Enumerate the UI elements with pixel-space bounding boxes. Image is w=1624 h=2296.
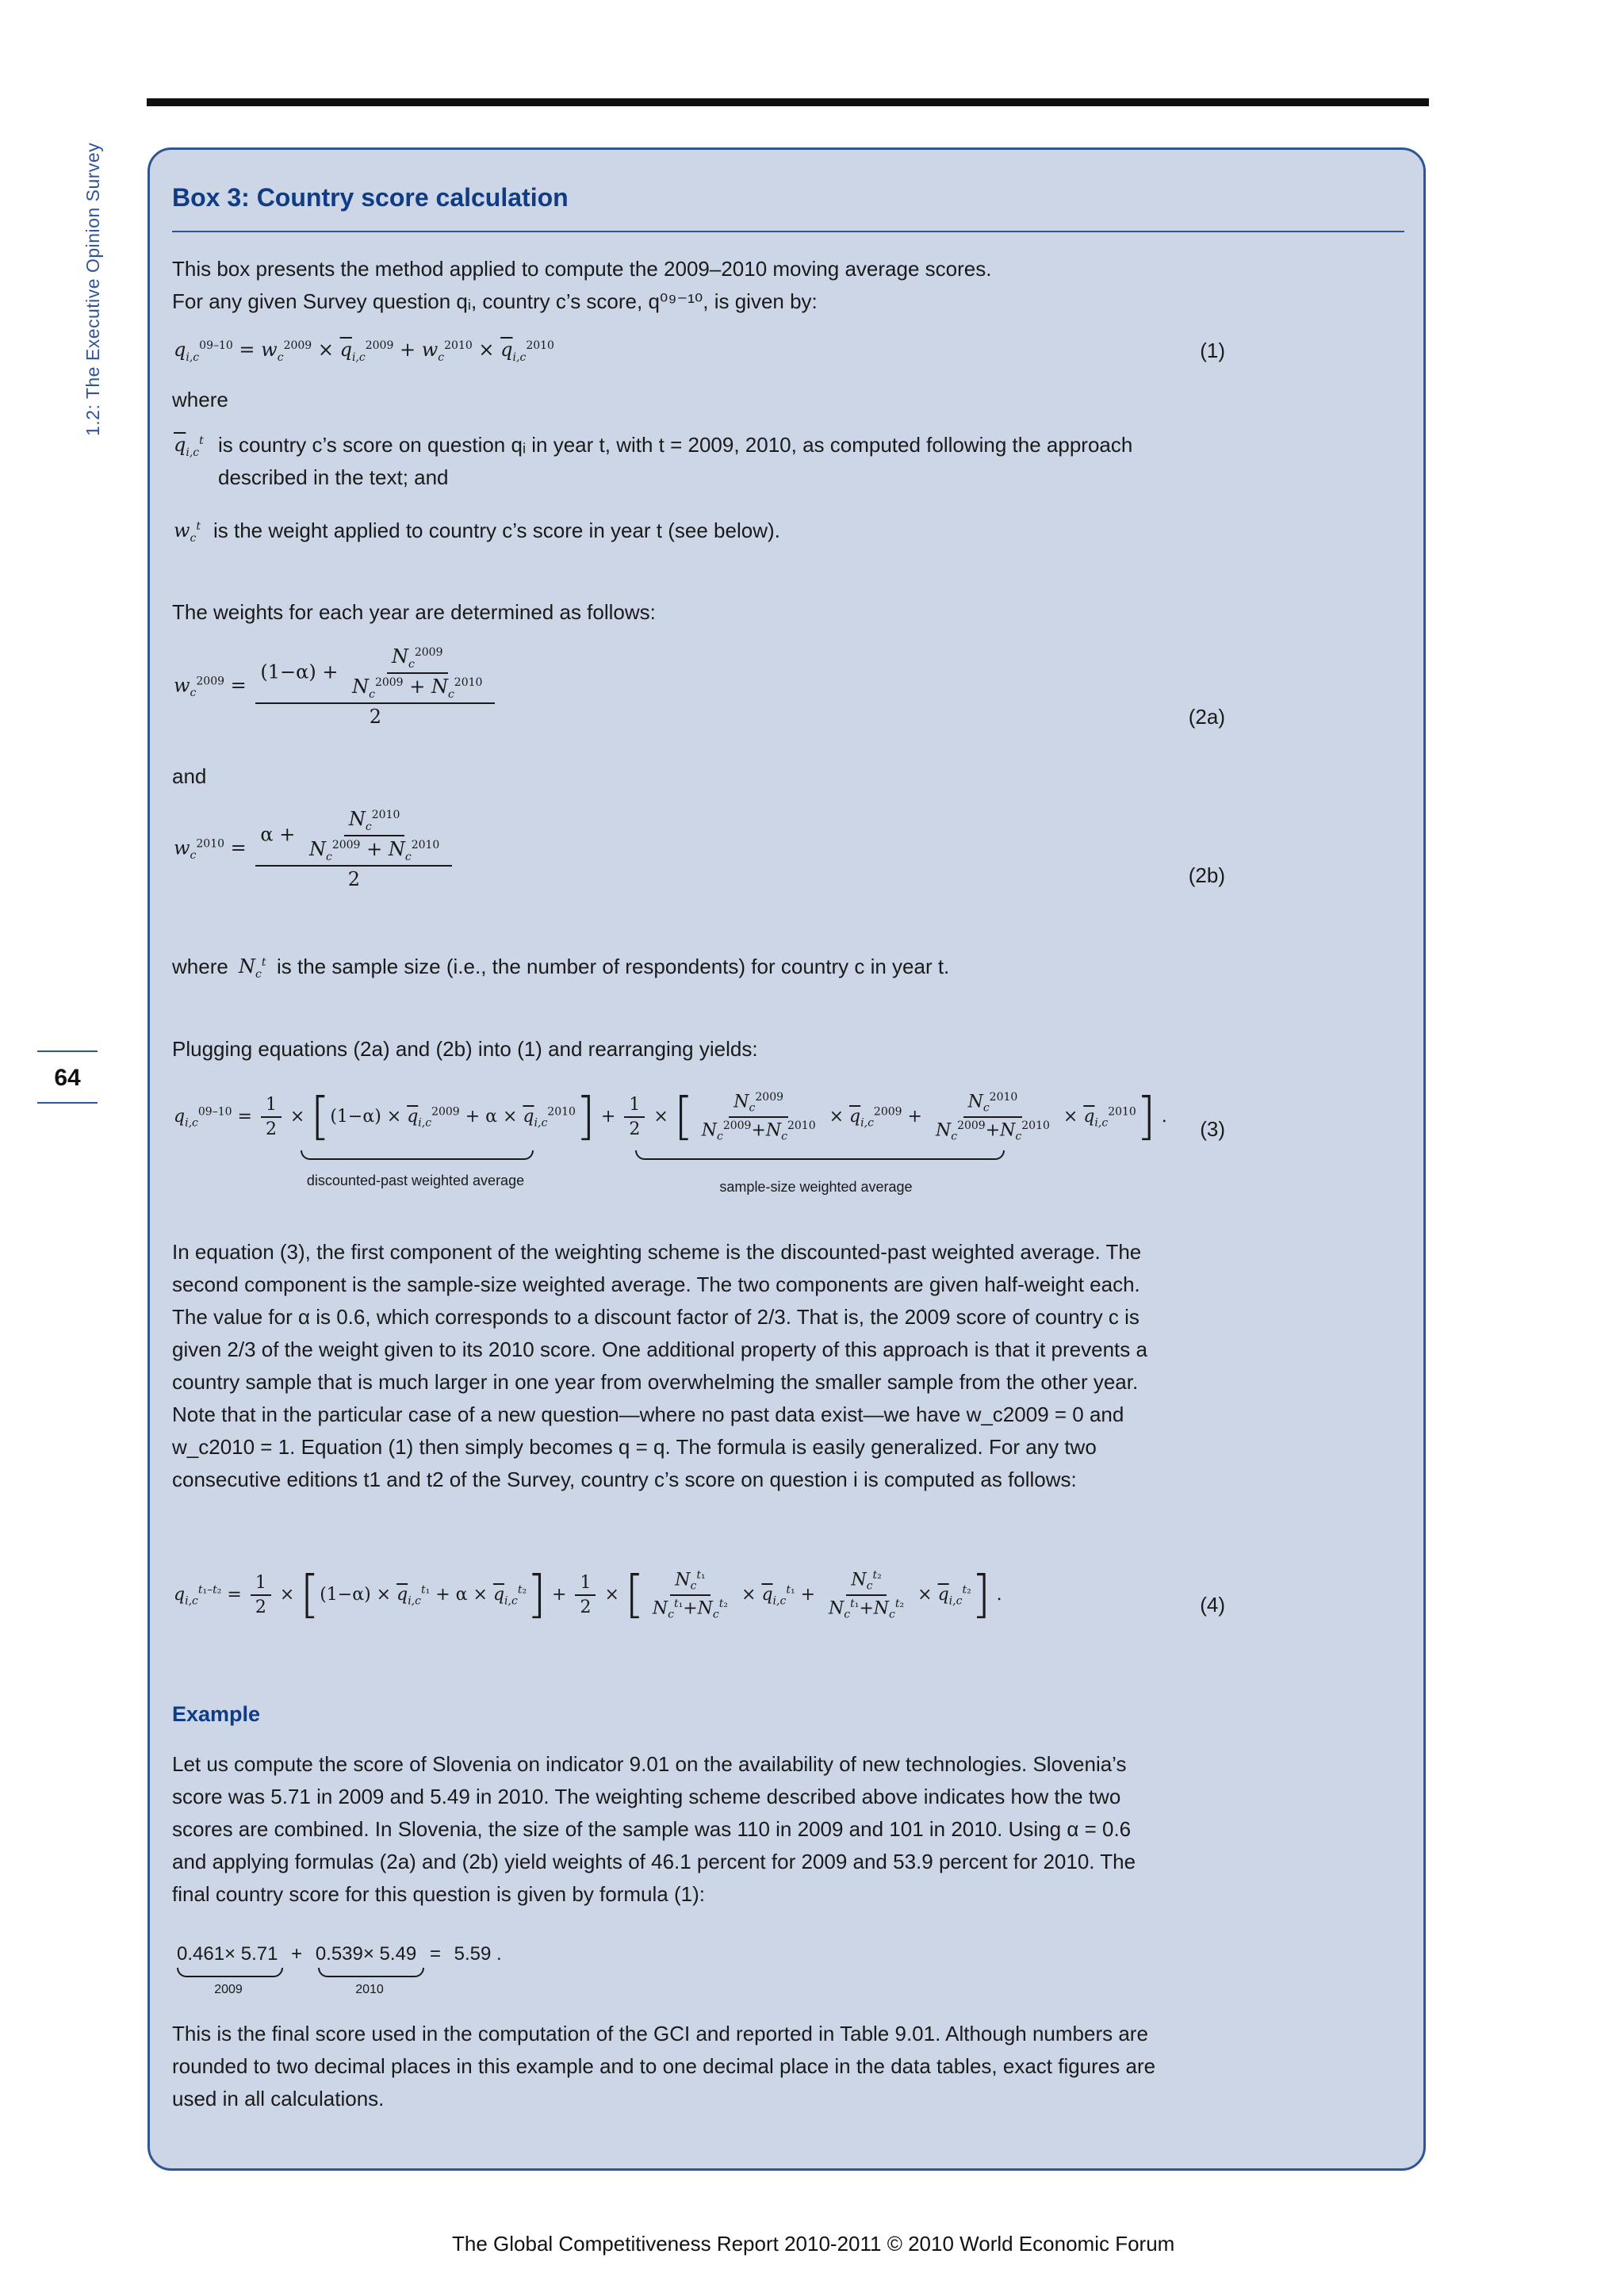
intro-line-1: This box presents the method applied to compute the 2009–2010 moving average scores.: [172, 257, 992, 281]
calc-result: 5.59 .: [454, 1943, 502, 1965]
weights-intro: The weights for each year are determined as follows:: [172, 600, 656, 624]
w-symbol: $w_c^t$: [174, 519, 201, 545]
example-calculation: [177, 1943, 502, 1965]
calc-year-2009: 2009: [214, 1983, 243, 1996]
definition-q-bar: is country c’s score on question qᵢ in year t, with t = 2009, 2010, as computed following the approach described in the text; and: [218, 433, 1133, 489]
plugging-text: Plugging equations (2a) and (2b) into (1) and rearranging yields:: [172, 1037, 758, 1061]
final-paragraph: This is the final score used in the computation of the GCI and reported in Table 9.01. Although numbers are rounded to two decimal places in this example and to one decimal place in the data tables, exact figures are used in all calculations.: [172, 2022, 1156, 2110]
page-number-rule-bottom: [37, 1102, 98, 1104]
brace-2010: [318, 1968, 424, 1977]
equation-4-number: (4): [1200, 1593, 1225, 1617]
definition-w: is the weight applied to country c’s score in year t (see below).: [213, 519, 780, 542]
side-section-title: 1.2: The Executive Opinion Survey: [82, 142, 103, 436]
page-number: 64: [54, 1065, 81, 1091]
box-title-rule: [172, 231, 1404, 232]
top-rule: [147, 98, 1429, 106]
explanation-paragraph: In equation (3), the first component of the weighting scheme is the discounted-past weighted average. The second component is the sample-size weighted average. The two components are given half-weight each. The value for α is 0.6, which corresponds to a discount factor of 2/3. That is, the 2009 score of country c is given 2/3 of the weight given to its 2010 score. One additional property of this approach is that it prevents a country sample that is much larger in one year from overwhelming the smaller sample from the other year. Note that in the particular case of a new question—where no past data exist—we have w_c2009 = 0 and w_c2010 = 1. Equation (1) then simply becomes q = q. The formula is easily generalized. For any two consecutive editions t1 and t2 of the Survey, country c’s score on question i is computed as follows:: [172, 1240, 1147, 1491]
definition-n: is the sample size (i.e., the number of respondents) for country c in year t.: [277, 955, 950, 978]
label-discounted-past: discounted-past weighted average: [306, 1173, 525, 1188]
equation-2a-number: (2a): [1188, 705, 1225, 729]
equation-3-number: (3): [1200, 1117, 1225, 1141]
calc-term-2009: 0.461× 5.71: [177, 1943, 278, 1965]
calc-equals: =: [429, 1943, 441, 1965]
brace-discounted: [301, 1150, 534, 1160]
calc-plus: +: [291, 1943, 303, 1965]
equation-2a: $w_c^{2009}$ = (1−α) + $\frac{N_c^{2009}}{N_c^{2009} + N_c^{2010}}$ 2: [174, 645, 498, 728]
box-3-panel: [147, 147, 1426, 2171]
equation-1-number: (1): [1200, 339, 1225, 362]
intro-line-2: For any given Survey question qᵢ, country c’s score, q⁰⁹⁻¹⁰, is given by:: [172, 289, 818, 313]
example-paragraph: Let us compute the score of Slovenia on indicator 9.01 on the availability of new technologies. Slovenia’s score was 5.71 in 2009 and 5.49 in 2010. The weighting scheme described above indicates how the two scores are combined. In Slovenia, the size of the sample was 110 in 2009 and 101 in 2010. Using α = 0.6 and applying formulas (2a) and (2b) yield weights of 46.1 percent for 2009 and 53.9 percent for 2010. The final country score for this question is given by formula (1):: [172, 1752, 1136, 1906]
calc-year-2010: 2010: [355, 1983, 384, 1996]
page-footer: The Global Competitiveness Report 2010-2011 © 2010 World Economic Forum: [452, 2232, 1175, 2256]
calc-term-2010: 0.539× 5.49: [315, 1943, 417, 1965]
box-title: Box 3: Country score calculation: [172, 183, 569, 212]
equation-1: $q_{i,c}^{09-10} = w_c^{2009} \times \overline{q}_{i,c}^{2009} + w_c^{2010} \times \overline{q}_{i,c}^{2010}$: [174, 339, 554, 364]
equation-2b: $w_c^{2010}$ = α + $\frac{N_c^{2010}}{N_c^{2009} + N_c^{2010}}$ 2: [174, 808, 455, 890]
equation-4: $q_{i,c}^{t_1-t_2}$ = $\frac{1}{2}$ × $[(1-\alpha) \times \overline{q}_{i,c}^{t_1} + \alpha \times \overline{q}_{i,c}^{t_2}]$ + $\frac{1}{2}$ × [ $\frac{N_c^{t_1}}{N_c^{t_1}+N_c^{t_2}}$ × $\overline{q}_{i,c}^{t_1}$ + $\frac{N_c^{t_2}}{N_c^{t_1}+N_c^{t_2}}$ × $\overline{q}_{i,c}^{t_2}$] .: [174, 1566, 1002, 1624]
q-bar-symbol: $\overline{q}_{i,c}^t$: [174, 434, 204, 459]
and-label: and: [172, 764, 207, 788]
brace-2009: [177, 1968, 283, 1977]
example-heading: Example: [172, 1702, 261, 1726]
where-label: where: [172, 388, 228, 411]
equation-3: $q_{i,c}^{09-10}$ = $\frac{1}{2}$ × $[(1-\alpha) \times \overline{q}_{i,c}^{2009} + \alpha \times \overline{q}_{i,c}^{2010}]$ + $\frac{1}{2}$ × [ $\frac{N_c^{2009}}{N_c^{2009}+N_c^{2010}}$ × $\overline{q}_{i,c}^{2009}$ + $\frac{N_c^{2010}}{N_c^{2009}+N_c^{2010}}$ × $\overline{q}_{i,c}^{2010}$] .: [174, 1088, 1167, 1146]
page-number-rule-top: [37, 1050, 98, 1052]
where-n-label: where: [172, 955, 228, 978]
equation-2b-number: (2b): [1188, 863, 1225, 887]
n-symbol: $N_c^t$: [239, 955, 266, 981]
label-sample-size: sample-size weighted average: [719, 1179, 913, 1195]
brace-sample-size: [635, 1150, 1005, 1160]
